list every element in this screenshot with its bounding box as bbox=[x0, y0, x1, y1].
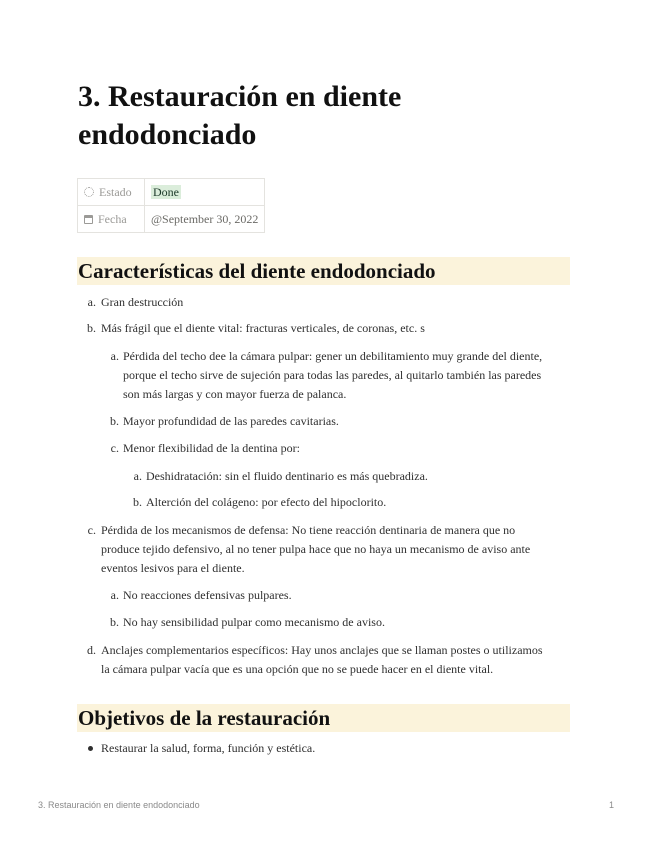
list-marker: b. bbox=[87, 321, 96, 335]
property-row-fecha bbox=[78, 206, 265, 233]
list-text-line: son más largas y con mayor fuerza de palanca. bbox=[123, 387, 347, 401]
list-marker: b. bbox=[110, 414, 119, 428]
list-text-line: Pérdida del techo dee la cámara pulpar: gener un debilitamiento muy grande del diente, bbox=[123, 349, 543, 363]
date-value[interactable]: @September 30, 2022 bbox=[151, 211, 259, 226]
list-text: No reacciones defensivas pulpares. bbox=[123, 588, 292, 602]
property-key: Estado bbox=[99, 184, 132, 199]
page-title: 3. Restauración en diente endodonciado bbox=[78, 80, 402, 151]
section-heading-caracteristicas: Características del diente endodonciado bbox=[77, 257, 570, 285]
list-text-line: Pérdida de los mecanismos de defensa: No tiene reacción dentinaria de manera que no bbox=[101, 523, 516, 537]
calendar-icon bbox=[84, 215, 93, 224]
property-row-estado bbox=[78, 179, 265, 206]
property-key: Fecha bbox=[98, 211, 127, 226]
footer-doc-title: 3. Restauración en diente endodonciado bbox=[38, 800, 200, 810]
list-text: Gran destrucción bbox=[101, 295, 184, 309]
section-heading-objetivos: Objetivos de la restauración bbox=[77, 704, 570, 732]
list-text: Menor flexibilidad de la dentina por: bbox=[123, 441, 300, 455]
property-key-cell bbox=[78, 206, 145, 233]
list-text: Alterción del colágeno: por efecto del hipoclorito. bbox=[146, 495, 387, 509]
list-marker: a. bbox=[110, 588, 119, 602]
list-marker: a. bbox=[87, 295, 96, 309]
property-value-cell[interactable] bbox=[145, 179, 265, 206]
list-text: No hay sensibilidad pulpar como mecanismo de aviso. bbox=[123, 615, 385, 629]
list-marker: a. bbox=[133, 469, 142, 483]
properties-table bbox=[77, 178, 265, 233]
property-value-cell[interactable] bbox=[145, 206, 265, 233]
list-marker: a. bbox=[110, 349, 119, 363]
list-marker: c. bbox=[87, 523, 96, 537]
list-text: Deshidratación: sin el fluido dentinario es más quebradiza. bbox=[146, 469, 428, 483]
list-text: Mayor profundidad de las paredes cavitarias. bbox=[123, 414, 339, 428]
list-text-line: eventos lesivos para el diente. bbox=[101, 561, 245, 575]
status-icon bbox=[84, 187, 94, 197]
bullet-marker bbox=[88, 746, 93, 751]
status-badge[interactable]: Done bbox=[153, 184, 179, 199]
list-text-line: produce tejido defensivo, al no tener pulpa hace que no haya un mecanismo de aviso ante bbox=[101, 542, 531, 556]
list-text: Más frágil que el diente vital: fracturas verticales, de coronas, etc. s bbox=[101, 321, 425, 335]
footer-page-number: 1 bbox=[609, 800, 615, 810]
list-marker: b. bbox=[133, 495, 142, 509]
list-marker: d. bbox=[87, 643, 96, 657]
list-marker: b. bbox=[110, 615, 119, 629]
list-text: Restaurar la salud, forma, función y estética. bbox=[101, 741, 316, 755]
list-text-line: porque el techo sirve de sujeción para todas las paredes, al quitarlo también las paredes bbox=[123, 368, 542, 382]
list-text-line: Anclajes complementarios específicos: Hay unos anclajes que se llaman postes o utilizamos bbox=[101, 643, 543, 657]
list-marker: c. bbox=[110, 441, 119, 455]
property-key-cell bbox=[78, 179, 145, 206]
list-text-line: la cámara pulpar vacía que es una opción que no se puede hacer en el diente vital. bbox=[101, 662, 494, 676]
